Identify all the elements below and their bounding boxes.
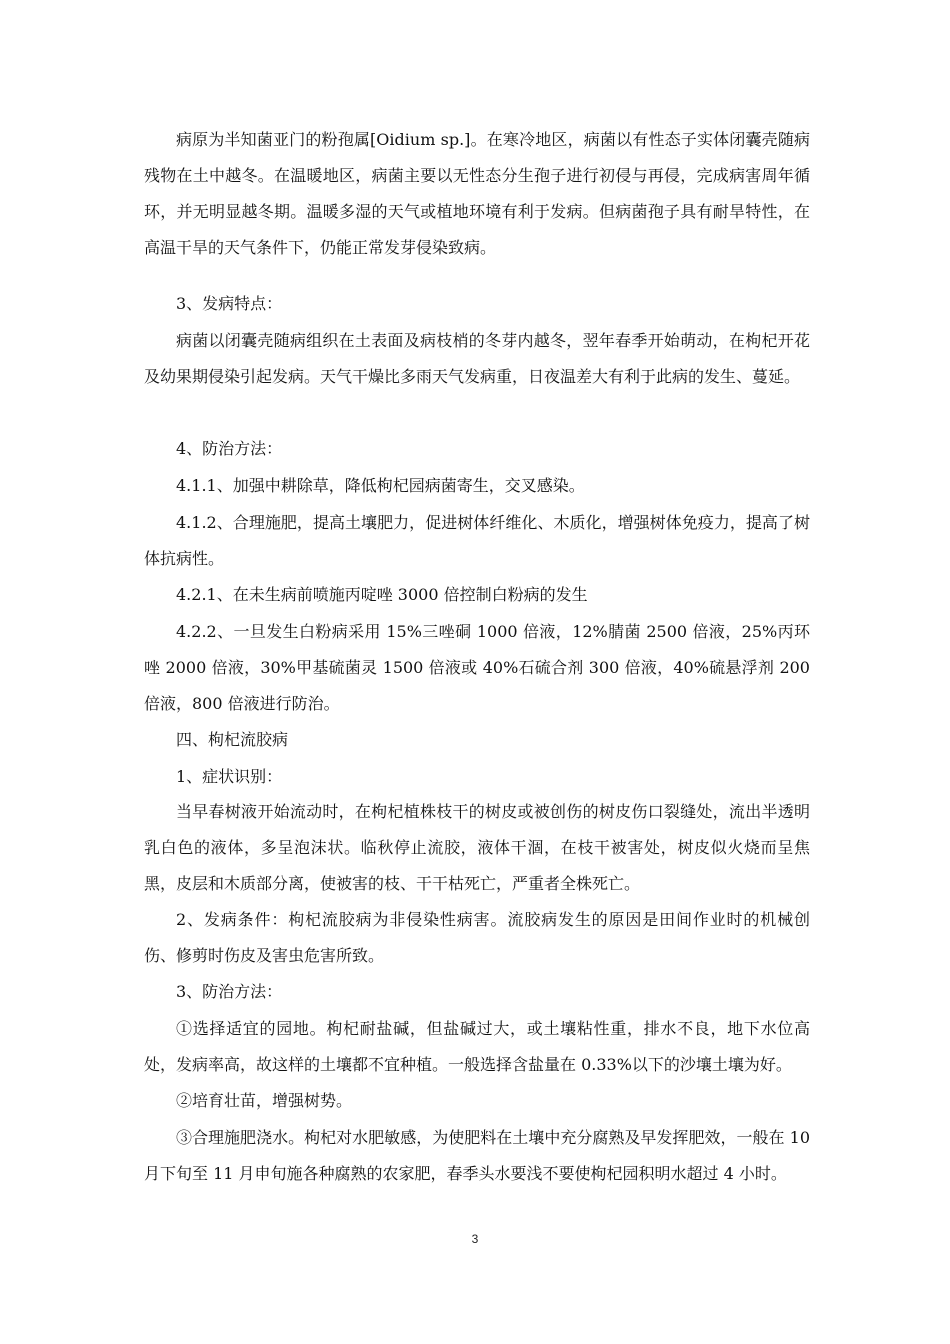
heading-control-methods: 4、防治方法： — [176, 439, 283, 458]
paragraph-site-selection: ①选择适宜的园地。枸杞耐盐碱，但盐碱过大，或土壤粘性重，排水不良，地下水位高处，发病率高，故这样的土壤都不宜种植。一般选择含盐量在 0.33%以下的沙壤土壤为好。 — [144, 1019, 810, 1074]
paragraph-4-2-1: 4.2.1、在未生病前喷施丙啶唑 3000 倍控制白粉病的发生 — [176, 585, 588, 604]
paragraph-4-1-1: 4.1.1、加强中耕除草，降低枸杞园病菌寄生，交叉感染。 — [176, 476, 585, 495]
section-heading-gummosis: 四、枸杞流胶病 — [176, 730, 289, 749]
paragraph-fertilize-water: ③合理施肥浇水。枸杞对水肥敏感，为使肥料在土壤中充分腐熟及早发挥肥效，一般在 10 月下旬至 11 月申旬施各种腐熟的农家肥，春季头水要浅不要使枸杞园积明水超过 4 小时。 — [144, 1128, 810, 1183]
paragraph-4-2-2: 4.2.2、一旦发生白粉病采用 15%三唑硐 1000 倍液，12%腈菌 2500 倍液，25%丙环唑 2000 倍液，30%甲基硫菌灵 1500 倍液或 40%石硫合剂 300 倍液，40%硫悬浮剂 200 倍液，800 倍液进行防治。 — [144, 622, 810, 713]
paragraph-pathogen: 病原为半知菌亚门的粉孢属[Oidium sp.]。在寒冷地区，病菌以有性态子实体闭囊壳随病残物在土中越冬。在温暖地区，病菌主要以无性态分生孢子进行初侵与再侵，完成病害周年循环，并无明显越冬期。温暖多湿的天气或植地环境有利于发病。但病菌孢子具有耐旱特性，在高温干旱的天气条件下，仍能正常发芽侵染致病。 — [144, 130, 810, 257]
heading-symptoms: 1、症状识别： — [176, 767, 283, 786]
paragraph-symptoms: 当早春树液开始流动时，在枸杞植株枝干的树皮或被创伤的树皮伤口裂缝处，流出半透明乳白色的液体，多呈泡沫状。临秋停止流胶，液体干涸，在枝干被害处，树皮似火烧而呈焦黑，皮层和木质部分离，使被害的枝、干干枯死亡，严重者全株死亡。 — [144, 802, 810, 893]
heading-control-methods-2: 3、防治方法： — [176, 982, 283, 1001]
heading-disease-features: 3、发病特点： — [176, 294, 283, 313]
paragraph-4-1-2: 4.1.2、合理施肥，提高土壤肥力，促进树体纤维化、木质化，增强树体免疫力，提高了树体抗病性。 — [144, 513, 810, 568]
page-number: 3 — [471, 1232, 479, 1246]
paragraph-disease-features: 病菌以闭囊壳随病组织在土表面及病枝梢的冬芽内越冬，翌年春季开始萌动，在枸杞开花及幼果期侵染引起发病。天气干燥比多雨天气发病重，日夜温差大有利于此病的发生、蔓延。 — [144, 331, 810, 386]
paragraph-conditions: 2、发病条件：枸杞流胶病为非侵染性病害。流胶病发生的原因是田间作业时的机械创伤、修剪时伤皮及害虫危害所致。 — [144, 910, 810, 965]
paragraph-strong-seedlings: ②培育壮苗，增强树势。 — [176, 1091, 353, 1110]
